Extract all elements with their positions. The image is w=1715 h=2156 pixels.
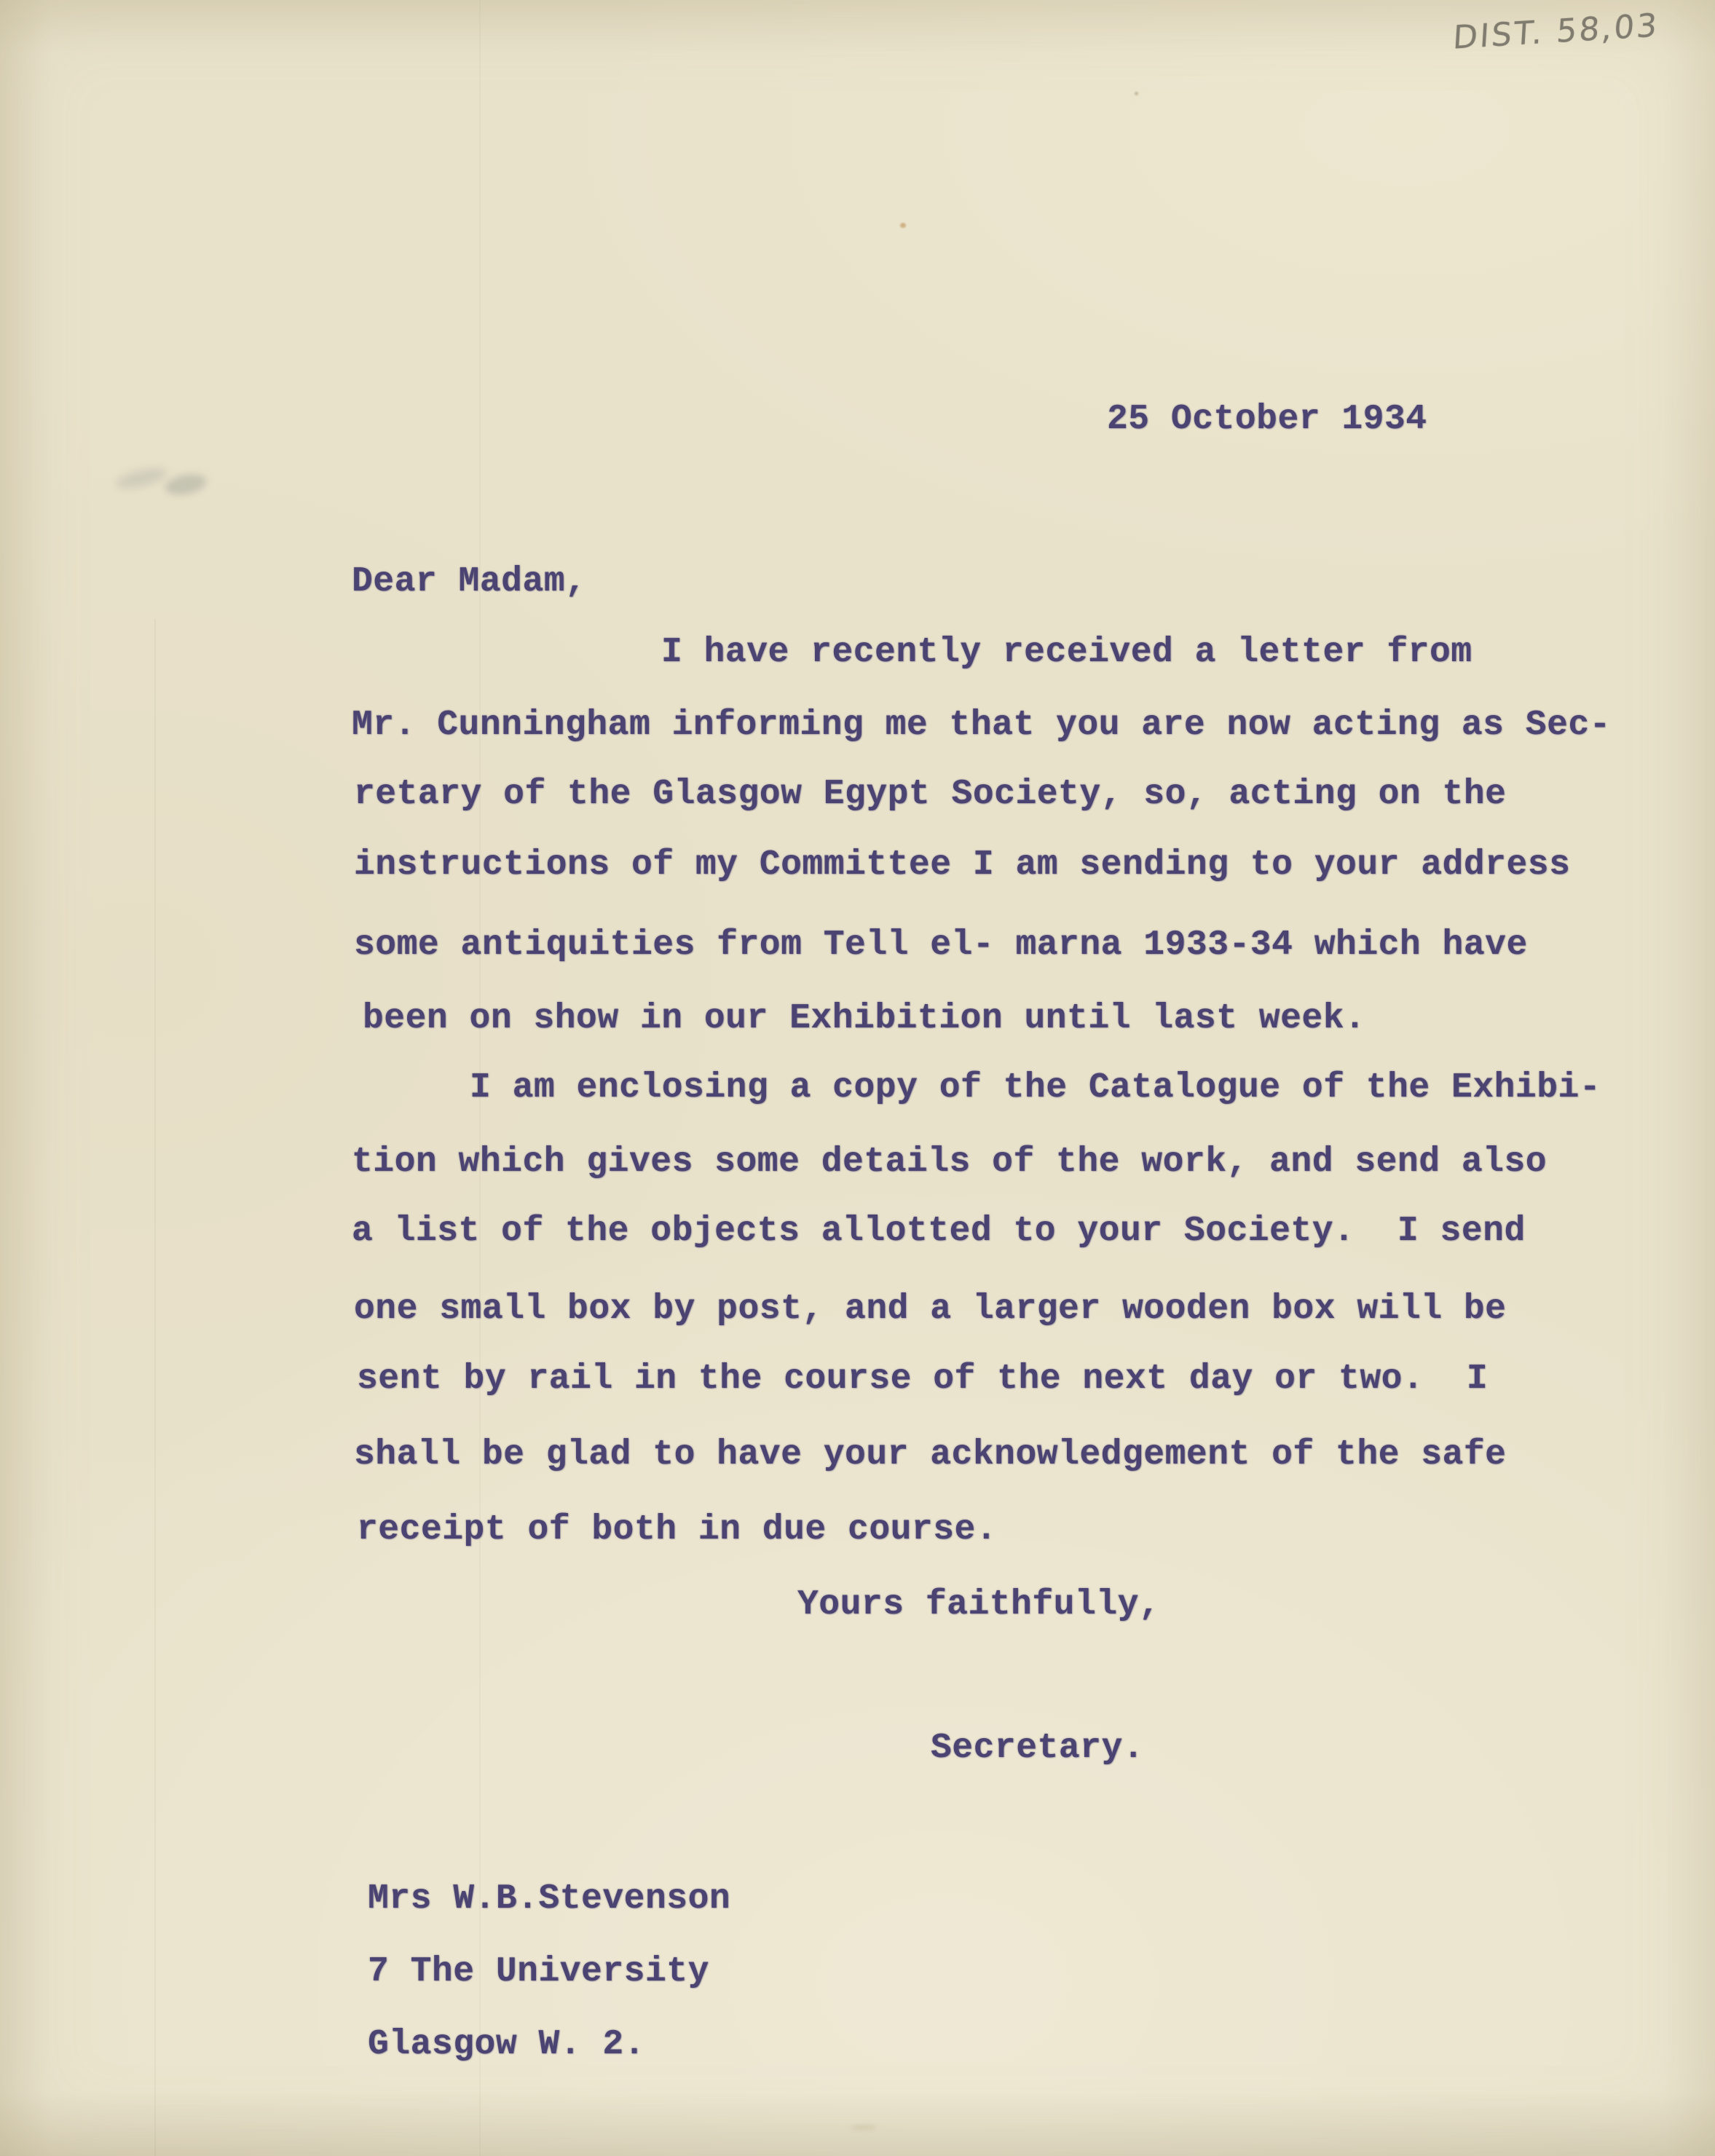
body-line: receipt of both in due course.: [357, 1510, 998, 1549]
archival-reference-note: DIST. 58,03: [1451, 7, 1660, 57]
body-line: one small box by post, and a larger wooden box will be: [354, 1290, 1507, 1329]
letter-date: 25 October 1934: [1107, 400, 1427, 439]
body-line: tion which gives some details of the work, and send also: [352, 1142, 1548, 1182]
body-line: instructions of my Committee I am sending to your address: [354, 845, 1571, 885]
body-line: sent by rail in the course of the next day or two. I: [357, 1359, 1489, 1399]
body-line: some antiquities from Tell el- marna 1933-34 which have: [354, 925, 1528, 965]
paper-speck: [851, 2125, 877, 2131]
body-line: Mr. Cunningham informing me that you are now acting as Sec-: [352, 706, 1611, 745]
body-line: I am enclosing a copy of the Catalogue of the Exhibi-: [470, 1068, 1601, 1107]
recipient-address-line: 7 The University: [368, 1952, 709, 1991]
pencil-smudge: [163, 471, 208, 499]
signature-title: Secretary.: [931, 1729, 1145, 1768]
recipient-address-line: Glasgow W. 2.: [368, 2025, 645, 2064]
body-line: shall be glad to have your acknowledgement of the safe: [354, 1435, 1507, 1474]
salutation: Dear Madam,: [352, 562, 587, 601]
body-line: retary of the Glasgow Egypt Society, so, acting on the: [354, 775, 1507, 814]
body-line: I have recently received a letter from: [661, 633, 1472, 672]
recipient-name: Mrs W.B.Stevenson: [368, 1879, 731, 1919]
paper-fold-line: [154, 619, 156, 2156]
closing: Yours faithfully,: [797, 1585, 1161, 1624]
body-line: been on show in our Exhibition until last week.: [363, 999, 1366, 1038]
body-line: a list of the objects allotted to your Society. I send: [352, 1212, 1526, 1251]
pencil-smudge: [114, 465, 168, 493]
paper-speck: [900, 223, 906, 228]
paper-speck: [1135, 92, 1138, 95]
